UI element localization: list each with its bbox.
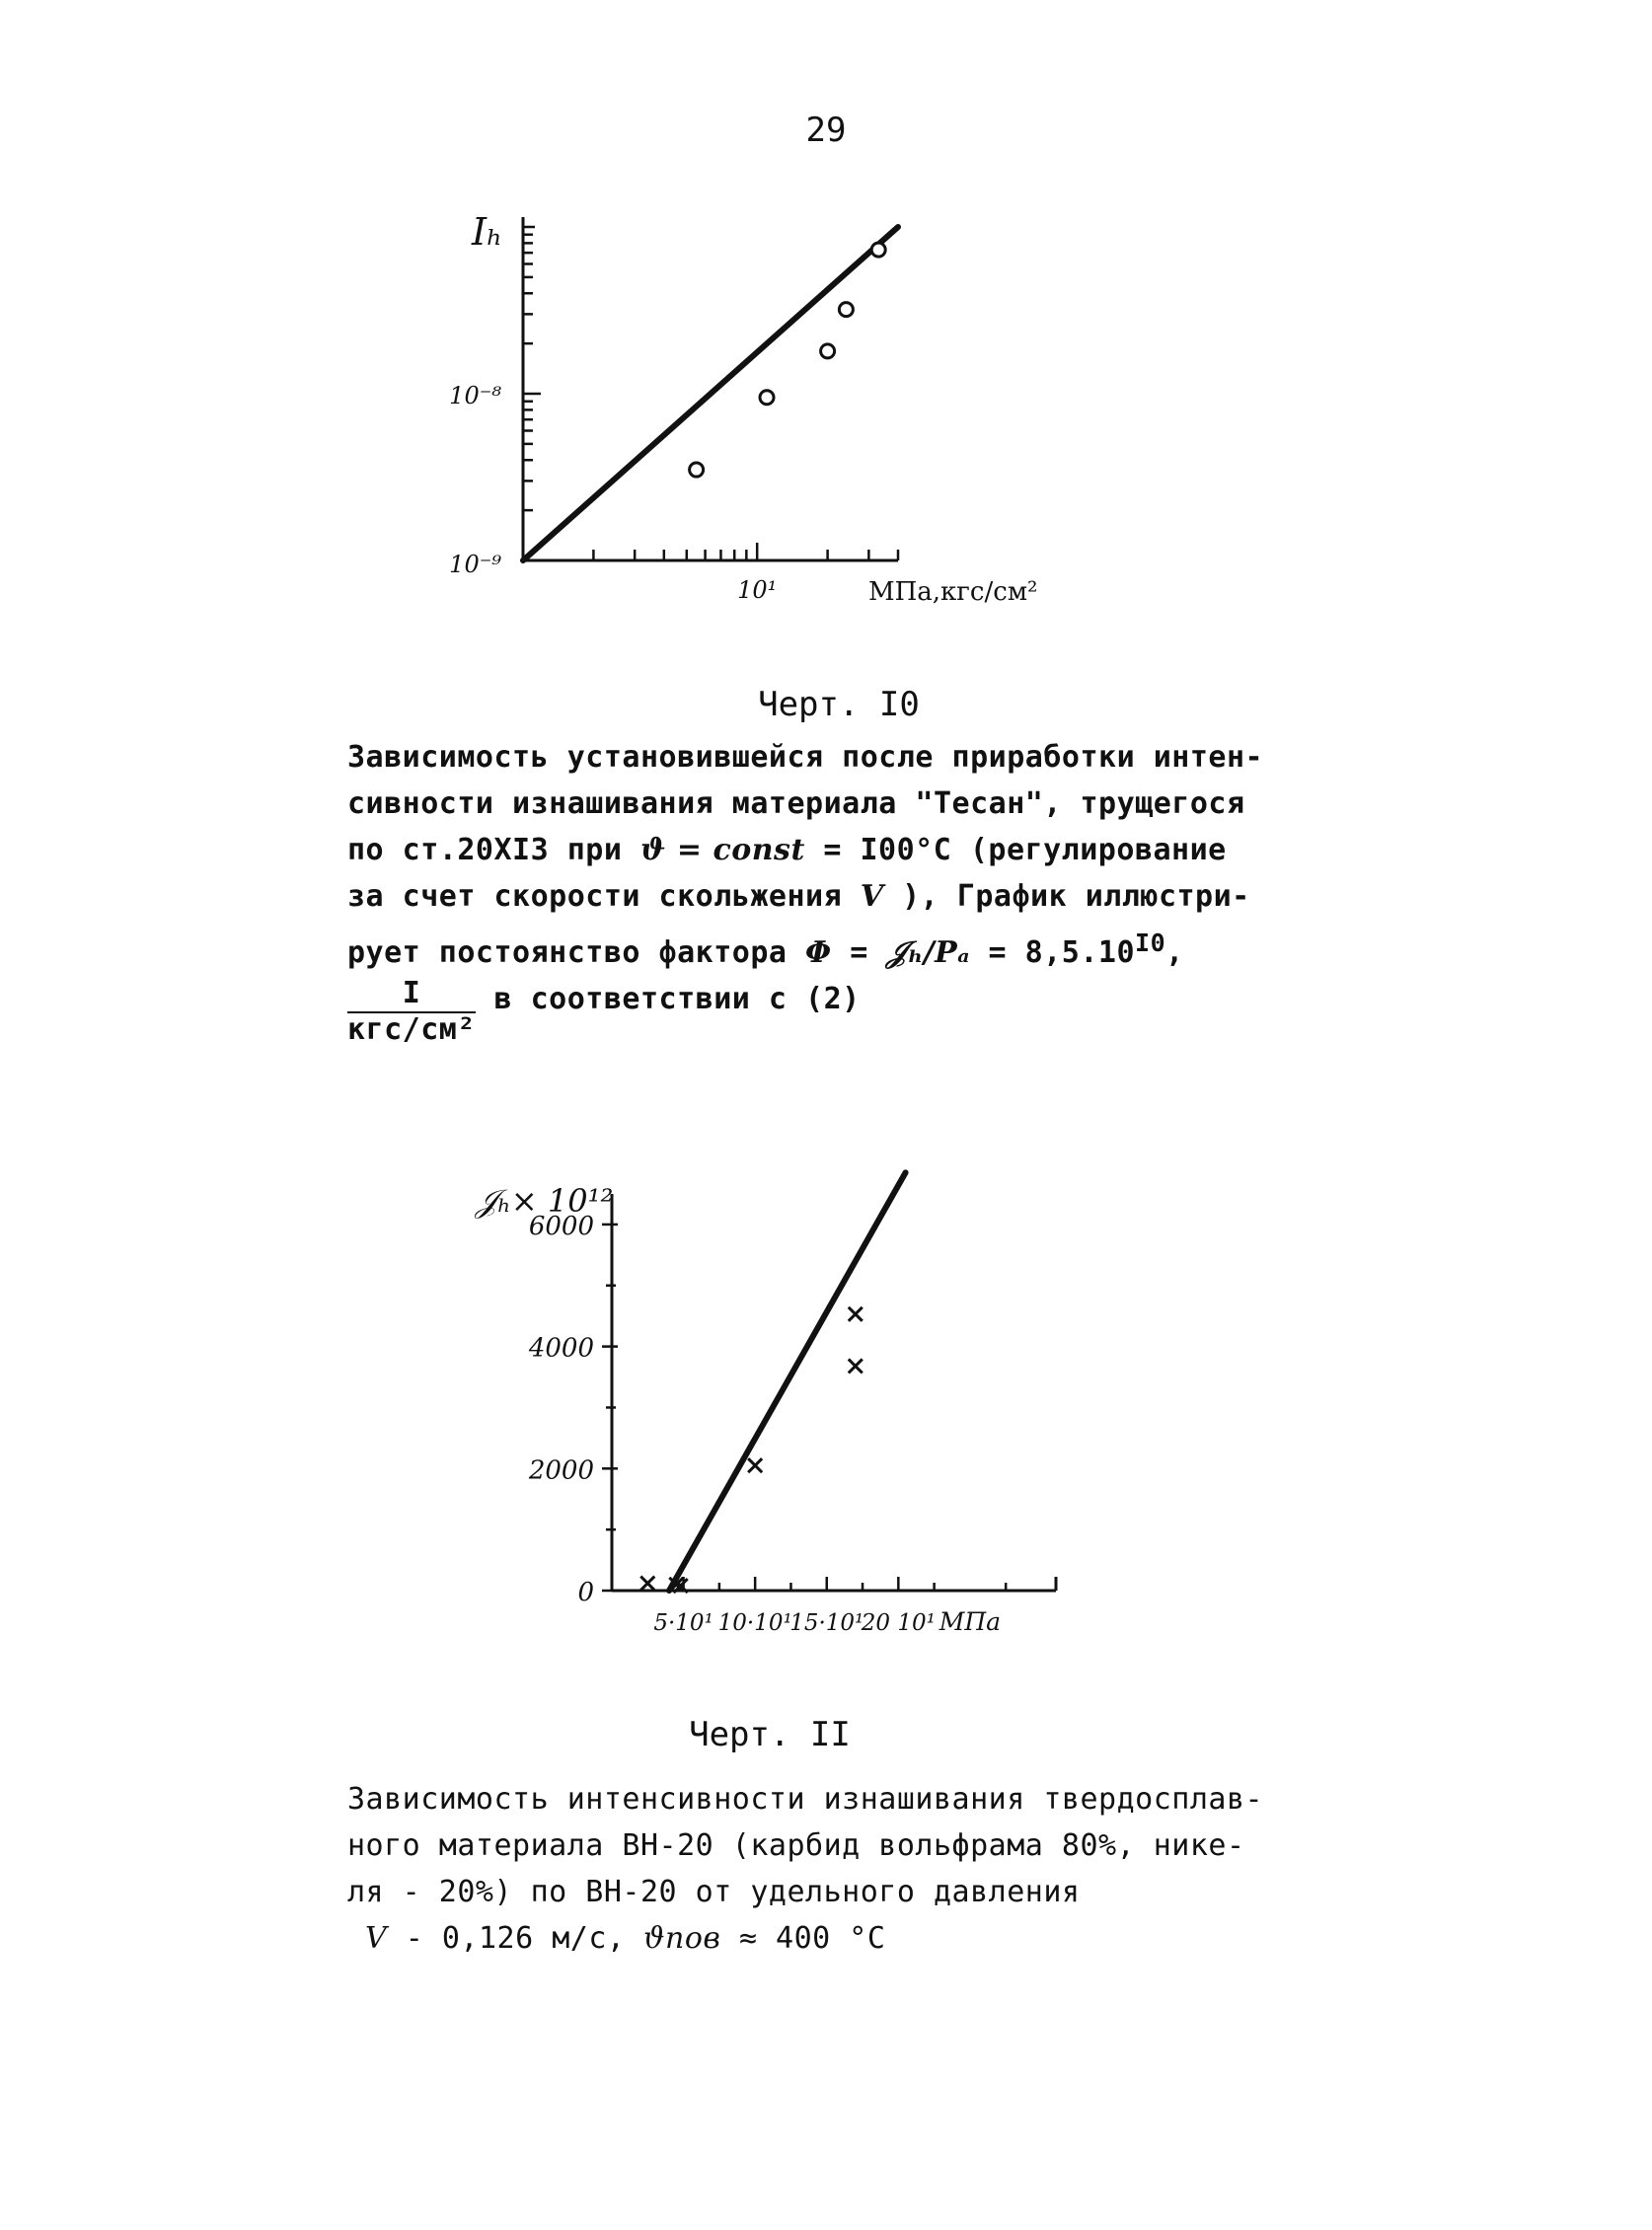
- caption-line: Зависимость интенсивности изнашивания твердосплав-: [347, 1782, 1264, 1817]
- y-tick-label: 2000: [528, 1455, 594, 1486]
- y-axis-label: 𝒥ₕ× 10¹²: [476, 1182, 614, 1220]
- data-point: [871, 243, 885, 257]
- caption-text: - 0,126 м/с,: [387, 1921, 644, 1956]
- x-tick-label: 10·10¹: [717, 1610, 792, 1636]
- data-point: [640, 1577, 654, 1591]
- data-point: [849, 1359, 863, 1373]
- chart-10-series: [523, 227, 898, 560]
- chart-10-caption-title: Черт. I0: [758, 685, 920, 724]
- y-axis-label: Iₕ: [472, 210, 503, 254]
- x-tick-label: 20 10¹: [861, 1610, 936, 1636]
- ratio-symbol: 𝒥ₕ/Pₐ: [886, 935, 970, 970]
- caption-line: [347, 920, 1314, 976]
- chart-11-caption-title: Черт. II: [689, 1715, 851, 1754]
- chart-10: [0, 168, 1652, 632]
- velocity-symbol: V: [860, 879, 884, 914]
- data-point: [821, 344, 835, 358]
- surface-temperature-symbol: ϑпов: [643, 1921, 721, 1956]
- caption-line: Зависимость установившейся после приработки интен-: [347, 740, 1264, 775]
- caption-line: ного материала ВН-20 (карбид вольфрама 80%, нике-: [347, 1828, 1245, 1863]
- data-point: [839, 303, 853, 317]
- caption-text: ,: [1165, 935, 1184, 970]
- x-tick-label: 10¹: [737, 576, 778, 604]
- caption-text: ≈ 400 °С: [720, 1921, 886, 1956]
- chart-11-ticks: [602, 1225, 1006, 1591]
- caption-line: [347, 873, 1314, 920]
- fraction-numerator: I: [347, 976, 476, 1013]
- unit-fraction: [347, 976, 476, 1047]
- x-tick-label: 5·10¹: [653, 1610, 713, 1636]
- series-line: [523, 227, 898, 560]
- velocity-symbol: V: [365, 1921, 388, 1956]
- data-point: [690, 463, 704, 477]
- fraction-denominator: кгс/см²: [347, 1012, 476, 1047]
- caption-line: [347, 976, 1314, 1047]
- chart-11-labels: [474, 1182, 1001, 1636]
- y-tick-label: 0: [577, 1578, 594, 1607]
- chart-10-caption: [347, 734, 1314, 1047]
- caption-text: по ст.20ХI3 при: [347, 833, 640, 867]
- caption-text: в соответствии с (2): [475, 982, 861, 1016]
- chart-11-caption: [347, 1776, 1314, 1962]
- x-tick-label: 15·10¹: [789, 1610, 864, 1636]
- temperature-symbol: ϑ = const: [639, 833, 805, 867]
- caption-text: =: [831, 935, 887, 970]
- y-tick-label: 4000: [528, 1333, 594, 1364]
- data-point: [748, 1458, 762, 1472]
- x-axis-label: МПа: [939, 1607, 1002, 1636]
- chart-11-axes: [612, 1194, 1056, 1591]
- page-number: 29: [805, 111, 847, 150]
- caption-line: [347, 1915, 1314, 1962]
- caption-line: [347, 827, 1314, 873]
- caption-text: = 8,5.10: [969, 935, 1136, 970]
- exponent: I0: [1135, 929, 1166, 957]
- caption-text: за счет скорости скольжения: [347, 879, 861, 914]
- chart-11: [0, 1135, 1652, 1668]
- y-tick-label: 10⁻⁹: [449, 551, 501, 578]
- caption-text: ), График иллюстри-: [883, 879, 1250, 914]
- y-tick-label: 10⁻⁸: [449, 382, 501, 409]
- caption-text: = I00°С (регулирование: [804, 833, 1227, 867]
- caption-text: рует постоянство фактора: [347, 935, 806, 970]
- series-line: [669, 1172, 906, 1591]
- data-point: [849, 1307, 863, 1321]
- y-tick-label: 6000: [528, 1211, 594, 1241]
- data-point: [760, 391, 774, 405]
- chart-11-series: [640, 1172, 905, 1593]
- x-axis-label: МПа,кгс/см²: [868, 577, 1038, 607]
- caption-line: ля - 20%) по ВН-20 от удельного давления: [347, 1875, 1081, 1909]
- caption-line: сивности изнашивания материала "Тесан", трущегося: [347, 786, 1245, 821]
- factor-symbol: Φ: [805, 935, 832, 970]
